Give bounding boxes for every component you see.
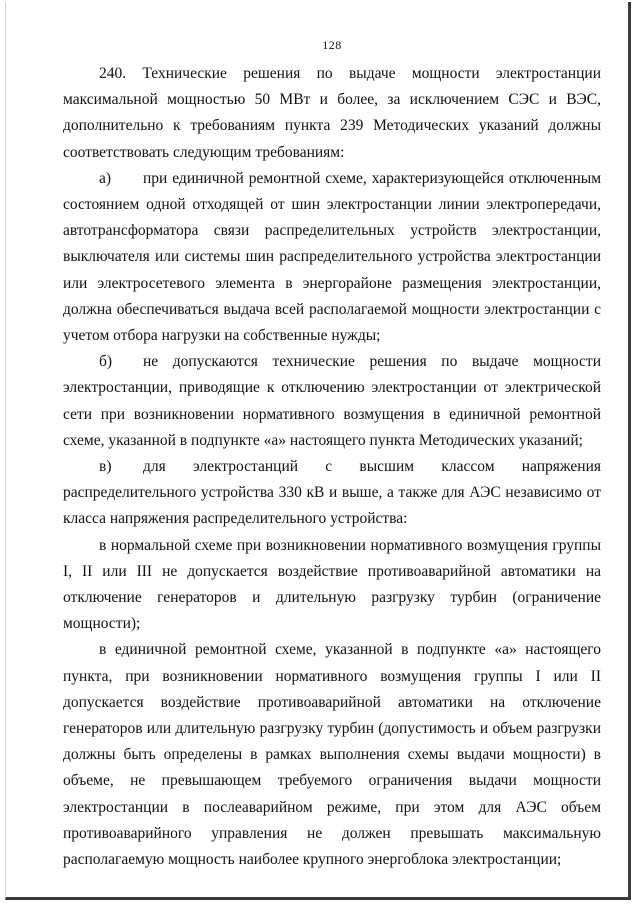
paragraph-text: в единичной ремонтной схеме, указанной в подпункте «а» настоящего пункта, при возникновении нормативного возмущения группы I или II допускается воздействие противоаварийной автоматики на отключение генераторов или длительную разгрузку турбин (допустимость и объем разгрузки должны быть определены в рамках выполнения схемы выдачи мощности) в объеме, не превышающем требуемого ограничения выдачи мощности электростанции в послеаварийном режиме, при этом для АЭС объем противоаварийного управления не должен превышать максимальную располагаемую мощность наиболее крупного энергоблока электростанции; <box>63 641 601 869</box>
item-marker: б) <box>99 353 113 371</box>
page-number: 128 <box>322 38 342 52</box>
paragraph-text: в нормальной схеме при возникновении нормативного возмущения группы I, II или III не допускается воздействие противоаварийной автоматики на отключение генераторов и длительную разгрузку турбин (ограничение мощности); <box>63 536 601 633</box>
paragraph-item-v <box>63 454 601 533</box>
document-body <box>63 61 601 873</box>
paragraph-item-a <box>63 166 601 349</box>
item-marker: а) <box>99 169 112 187</box>
paragraph-normal-scheme <box>63 533 601 638</box>
paragraph-text: не допускаются технические решения по выдаче мощности электростанции, приводящие к отключению электростанции от электрической сети при возникновении нормативного возмущения в единичной ремонтной схеме, указанной в подпункте «а» настоящего пункта Методических указаний; <box>63 353 601 449</box>
paragraph-240 <box>63 61 601 166</box>
paragraph-text: 240. Технические решения по выдаче мощности электростанции максимальной мощностью 50 МВт и более, за исключением СЭС и ВЭС, дополнительно к требованиям пункта 239 Методических указаний должны соответствовать следующим требованиям: <box>63 65 601 161</box>
paragraph-text: при единичной ремонтной схеме, характеризующейся отключенным состоянием одной отходящей от шин электростанции линии электропередачи, автотрансформатора связи распределительных устройств электростанции, выключателя или системы шин распределительного устройства электростанции или электросетевого элемента в энергорайоне размещения электростанции, должна обеспечиваться выдача всей располагаемой мощности электростанции с учетом отбора нагрузки на собственные нужды; <box>63 169 601 345</box>
item-marker: в) <box>99 458 112 476</box>
paragraph-repair-scheme <box>63 637 601 873</box>
paragraph-item-b <box>63 349 601 454</box>
paragraph-text: для электростанций с высшим классом напряжения распределительного устройства 330 кВ и выше, а также для АЭС независимо от класса напряжения распределительного устройства: <box>63 458 601 528</box>
